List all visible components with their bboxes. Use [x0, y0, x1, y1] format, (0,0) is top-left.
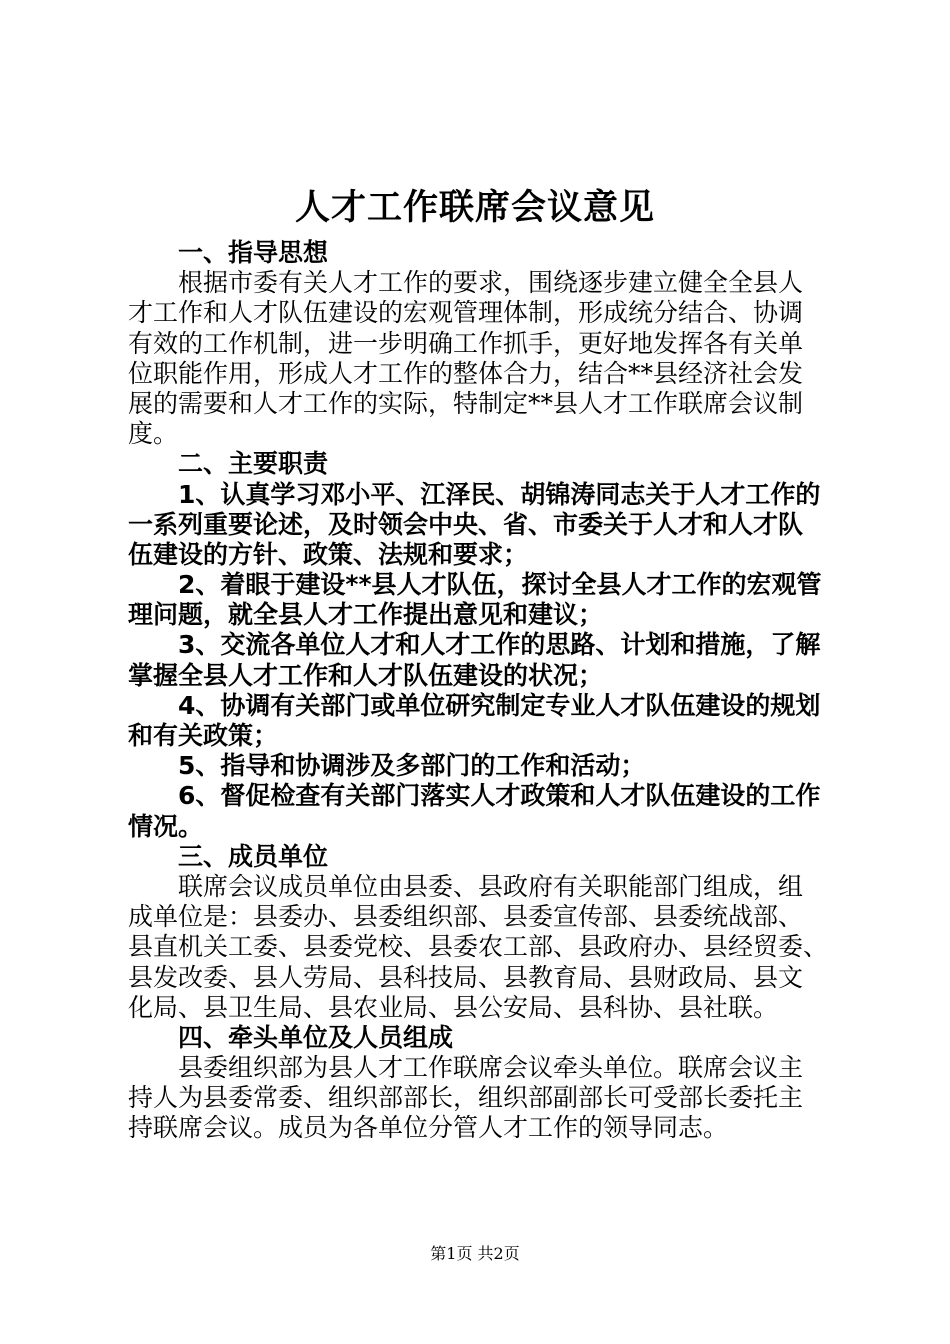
body-text-line: 成单位是：县委办、县委组织部、县委宣传部、县委统战部、	[128, 902, 804, 932]
document-body	[128, 238, 833, 1144]
section-heading: 三、成员单位	[178, 841, 329, 871]
body-text-line: 理问题，就全县人才工作提出意见和建议；	[128, 600, 604, 630]
body-text-line: 情况。	[128, 811, 204, 841]
body-text-line: 1、认真学习邓小平、江泽民、胡锦涛同志关于人才工作的	[178, 479, 821, 509]
body-text-line: 3、交流各单位人才和人才工作的思路、计划和措施，了解	[178, 630, 821, 660]
section-heading: 四、牵头单位及人员组成	[178, 1022, 454, 1052]
document-title: 人才工作联席会议意见	[294, 188, 655, 228]
body-text-line: 根据市委有关人才工作的要求，围绕逐步建立健全全县人	[178, 268, 804, 298]
body-text-line: 位职能作用，形成人才工作的整体合力，结合**县经济社会发	[128, 358, 804, 388]
body-text-line: 持联席会议。成员为各单位分管人才工作的领导同志。	[128, 1113, 729, 1143]
body-text-line: 伍建设的方针、政策、法规和要求；	[128, 539, 529, 569]
body-text-line: 联席会议成员单位由县委、县政府有关职能部门组成，组	[178, 871, 804, 901]
body-text-line: 和有关政策；	[128, 721, 279, 750]
body-text-line: 一系列重要论述，及时领会中央、省、市委关于人才和人才队	[128, 509, 804, 539]
body-text-line: 度。	[128, 419, 179, 449]
section-heading: 一、指导思想	[178, 238, 329, 267]
body-text-line: 持人为县委常委、组织部部长，组织部副部长可受部长委托主	[128, 1083, 804, 1113]
body-text-line: 6、督促检查有关部门落实人才政策和人才队伍建设的工作	[178, 781, 821, 811]
body-text-line: 2、着眼于建设**县人才队伍，探讨全县人才工作的宏观管	[178, 570, 822, 600]
body-text-line: 县委组织部为县人才工作联席会议牵头单位。联席会议主	[178, 1053, 804, 1083]
body-text-line: 县直机关工委、县委党校、县委农工部、县政府办、县经贸委、	[128, 932, 829, 962]
body-text-line: 掌握全县人才工作和人才队伍建设的状况；	[128, 660, 604, 690]
body-text-line: 化局、县卫生局、县农业局、县公安局、县科协、县社联。	[128, 992, 779, 1022]
body-text-line: 4、协调有关部门或单位研究制定专业人才队伍建设的规划	[178, 690, 821, 720]
body-text-line: 才工作和人才队伍建设的宏观管理体制，形成统分结合、协调	[128, 298, 804, 328]
page-footer: 第1页 共2页	[430, 1244, 520, 1263]
body-text-line: 县发改委、县人劳局、县科技局、县教育局、县财政局、县文	[128, 962, 804, 992]
body-text-line: 5、指导和协调涉及多部门的工作和活动；	[178, 751, 646, 781]
body-text-line: 有效的工作机制，进一步明确工作抓手，更好地发挥各有关单	[128, 328, 804, 358]
section-heading: 二、主要职责	[178, 449, 329, 479]
body-text-line: 展的需要和人才工作的实际，特制定**县人才工作联席会议制	[128, 388, 804, 418]
